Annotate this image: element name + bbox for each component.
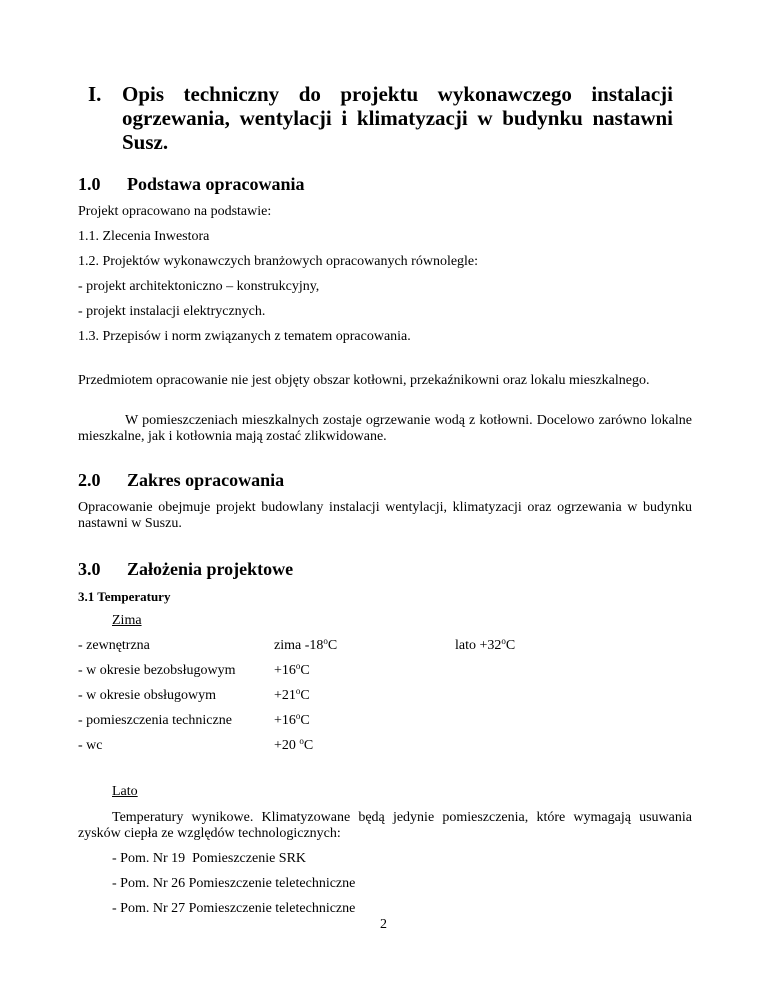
winter-label: Zima (112, 613, 142, 628)
temp-row-label: - w okresie obsługowym (78, 688, 217, 703)
section-1-heading: 1.0 Podstawa opracowania (78, 174, 305, 194)
temp-row-value: $+16^oC$ (274, 711, 310, 728)
temp-row-value: zima -18$^o$C (274, 636, 338, 653)
temp-row-label: - w okresie bezobsługowym (78, 663, 236, 678)
summer-outdoor-temp: lato $+32^oC$ (455, 636, 516, 653)
section-2-paragraph: Opracowanie obejmuje projekt budowlany instalacji wentylacji, klimatyzacji oraz ogrzewania w budynku nastawni w Suszu. (78, 500, 692, 531)
document-title (88, 82, 673, 154)
list-item: 1.3. Przepisów i norm związanych z tematem opracowania. (78, 329, 411, 344)
section-1-paragraph-2: W pomieszczeniach mieszkalnych zostaje ogrzewanie wodą z kotłowni. Docelowo zarówno lokalne mieszkalne, jak i kotłownia mają zostać zlikwidowane. (78, 413, 692, 444)
section-3-heading: 3.0 Założenia projektowe (78, 559, 294, 579)
section-2-heading: 2.0 Zakres opracowania (78, 470, 285, 490)
room-list-item: - Pom. Nr 27 Pomieszczenie teletechniczne (112, 901, 356, 916)
list-item: - projekt instalacji elektrycznych. (78, 304, 266, 319)
summer-label: Lato (112, 784, 138, 799)
list-item: - projekt architektoniczno – konstrukcyjny, (78, 279, 320, 294)
title-text: Opis techniczny do projektu wykonawczego instalacji ogrzewania, wentylacji i klimatyzacji w budynku nastawni Susz. (122, 82, 673, 154)
temp-row-value: $+16^oC$ (274, 661, 310, 678)
subsection-3-1-heading: 3.1 Temperatury (78, 589, 171, 604)
temp-row-label: - pomieszczenia techniczne (78, 713, 232, 728)
section-1-paragraph-1: Przedmiotem opracowanie nie jest objęty obszar kotłowni, przekaźnikowni oraz lokalu mieszkalnego. (78, 373, 650, 388)
temp-row-label: - zewnętrzna (78, 638, 150, 653)
summer-paragraph: Temperatury wynikowe. Klimatyzowane będą jedynie pomieszczenia, które wymagają usuwania zysków ciepła ze względów technologicznych: (78, 810, 692, 841)
list-item: 1.2. Projektów wykonawczych branżowych opracowanych równolegle: (78, 254, 479, 269)
room-list-item: - Pom. Nr 26 Pomieszczenie teletechniczne (112, 876, 356, 891)
room-list-item: - Pom. Nr 19 Pomieszczenie SRK (112, 851, 307, 866)
temp-row-value: $+21^oC$ (274, 686, 310, 703)
section-1-intro: Projekt opracowano na podstawie: (78, 204, 272, 219)
list-item: 1.1. Zlecenia Inwestora (78, 229, 210, 244)
page-number: 2 (380, 917, 387, 932)
temp-row-label: - wc (78, 738, 103, 753)
temp-row-value: +20 $^o$C (274, 736, 314, 753)
title-number: I. (88, 82, 102, 106)
